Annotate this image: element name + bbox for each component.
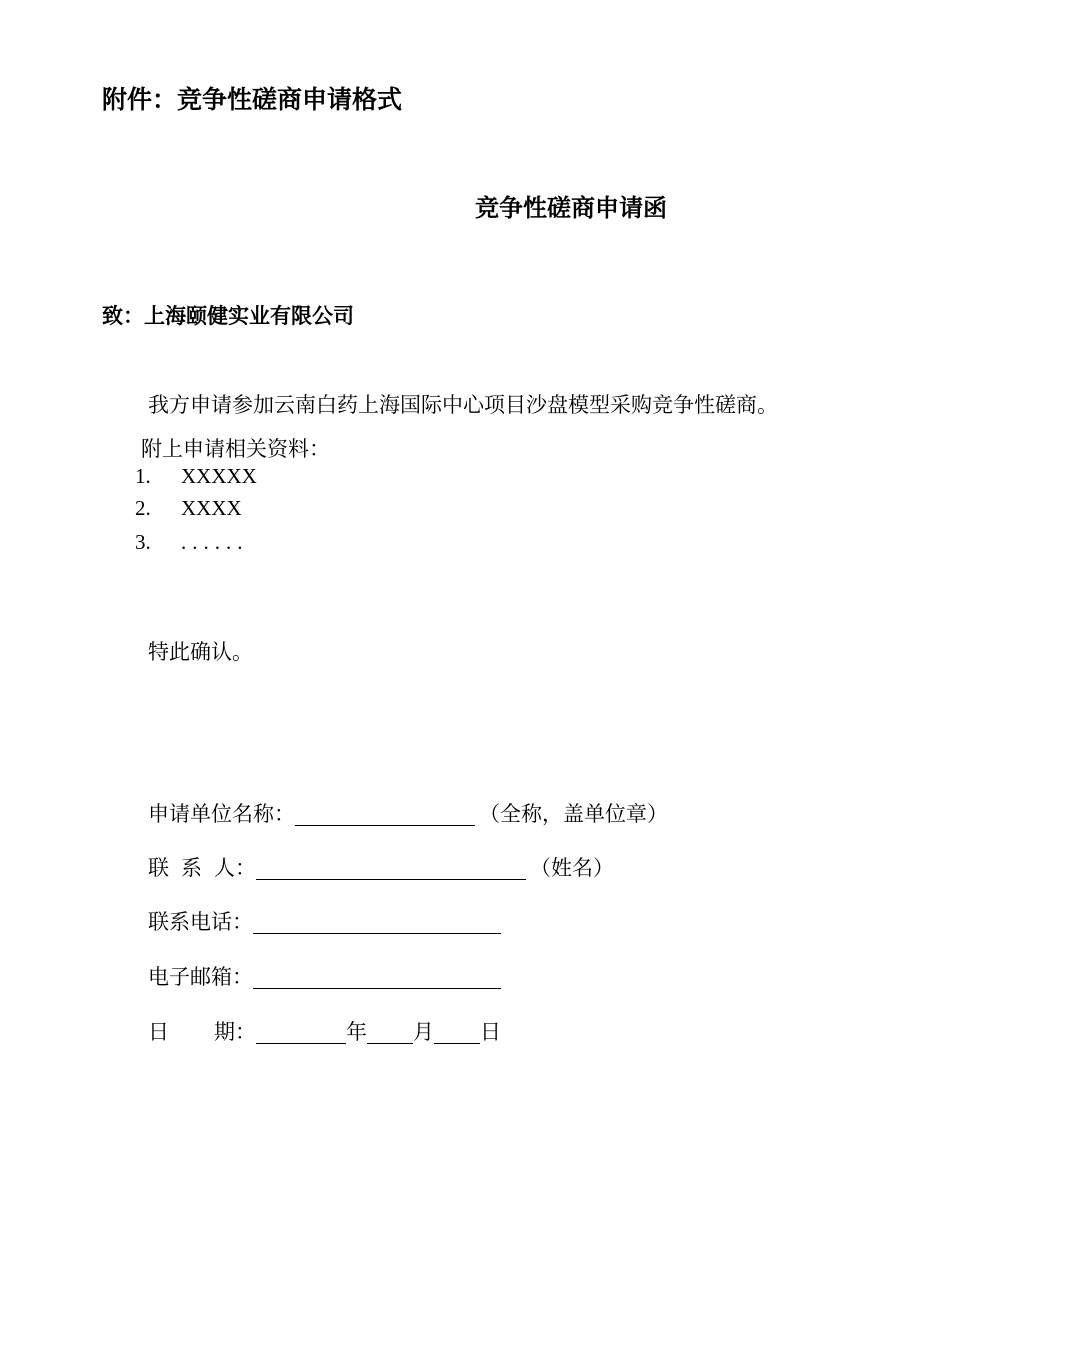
month-blank[interactable] [367, 1021, 413, 1044]
list-text: XXXX [181, 496, 242, 520]
contact-person-note: （姓名） [530, 856, 614, 880]
date-label-part: 日 [148, 1020, 169, 1044]
list-text: XXXXX [181, 464, 257, 488]
contact-label-part: 联 [148, 856, 169, 880]
contact-person-label [148, 852, 256, 882]
company-name-blank[interactable] [295, 803, 475, 826]
company-name-label: 申请单位名称： [148, 802, 295, 826]
recipient-line: 致：上海颐健实业有限公司 [102, 304, 354, 328]
email-label: 电子邮箱： [148, 965, 253, 989]
contact-label-part: 人： [214, 856, 256, 880]
list-number: 1. [135, 464, 151, 488]
list-item [135, 464, 257, 489]
date-label [148, 1016, 256, 1046]
phone-label: 联系电话： [148, 910, 253, 934]
list-text: ...... [181, 530, 249, 554]
document-title: 竞争性磋商申请函 [475, 194, 667, 222]
year-label: 年 [346, 1020, 367, 1044]
attached-intro: 附上申请相关资料： [141, 437, 330, 461]
year-blank[interactable] [256, 1021, 346, 1044]
company-name-field [148, 798, 668, 828]
date-label-part: 期： [214, 1020, 256, 1044]
phone-field [148, 906, 501, 936]
application-paragraph: 我方申请参加云南白药上海国际中心项目沙盘模型采购竞争性磋商。 [148, 393, 778, 417]
email-field [148, 961, 501, 991]
date-field [148, 1016, 501, 1046]
list-number: 2. [135, 496, 151, 520]
month-label: 月 [413, 1020, 434, 1044]
day-blank[interactable] [434, 1021, 480, 1044]
list-item [135, 530, 249, 555]
list-item [135, 496, 242, 521]
email-blank[interactable] [253, 966, 501, 989]
contact-person-field [148, 852, 614, 882]
day-label: 日 [480, 1020, 501, 1044]
contact-label-part: 系 [181, 856, 202, 880]
list-number: 3. [135, 530, 151, 554]
company-name-note: （全称，盖单位章） [479, 802, 668, 826]
phone-blank[interactable] [253, 911, 501, 934]
contact-person-blank[interactable] [256, 857, 526, 880]
confirmation-text: 特此确认。 [148, 640, 253, 664]
attachment-heading: 附件：竞争性磋商申请格式 [102, 85, 403, 114]
